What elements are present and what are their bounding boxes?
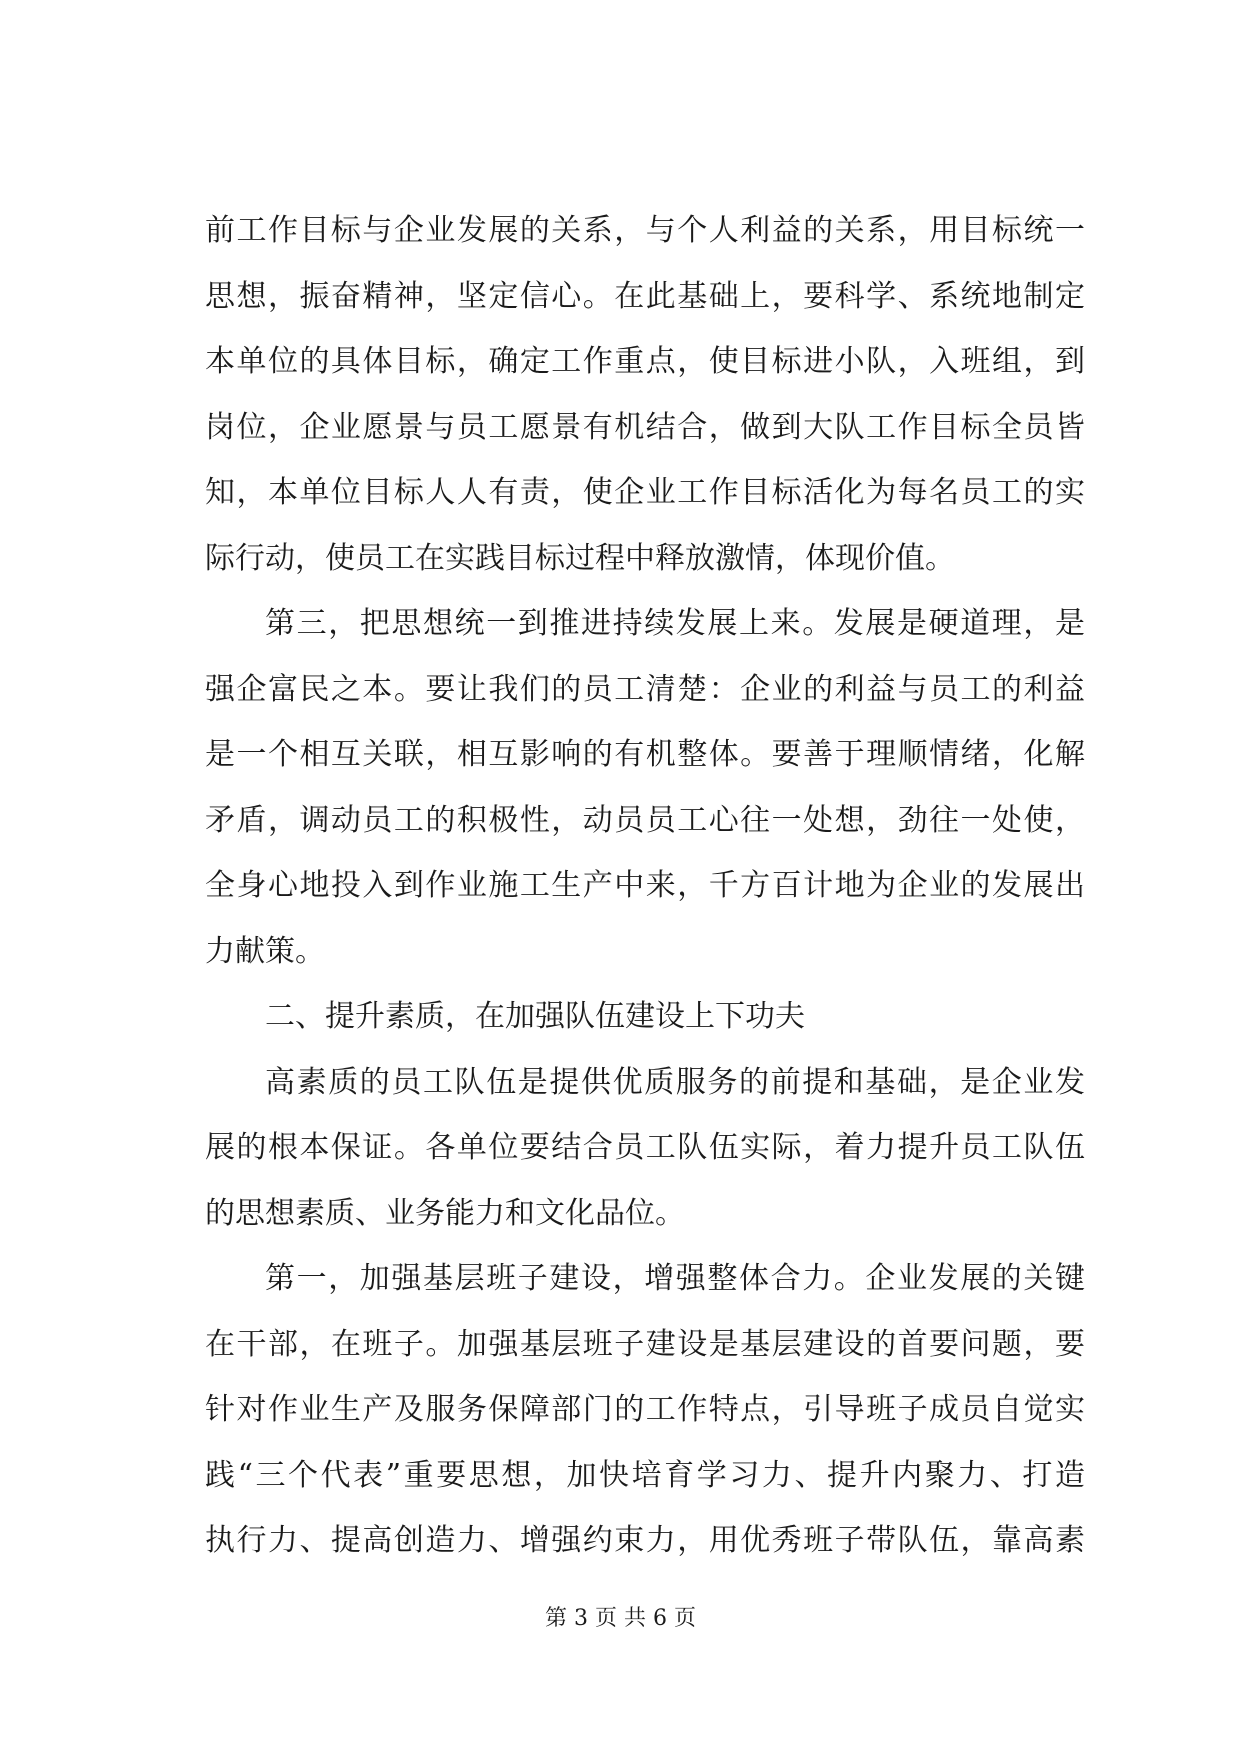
text-line: 力献策。 bbox=[205, 933, 325, 969]
text-line: 第一，加强基层班子建设，增强整体合力。企业发展的关键 bbox=[265, 1261, 1085, 1296]
text-line: 针对作业生产及服务保障部门的工作特点，引导班子成员自觉实 bbox=[205, 1392, 1085, 1427]
text-line: 在干部，在班子。加强基层班子建设是基层建设的首要问题，要 bbox=[205, 1326, 1085, 1362]
text-line: 的思想素质、业务能力和文化品位。 bbox=[205, 1195, 685, 1231]
page-number-footer: 第 3 页 共 6 页 bbox=[545, 1606, 696, 1631]
section-heading: 二、提升素质，在加强队伍建设上下功夫 bbox=[265, 999, 805, 1034]
text-line: 本单位的具体目标，确定工作重点，使目标进小队，入班组，到 bbox=[205, 344, 1085, 379]
text-line: 际行动，使员工在实践目标过程中释放激情，体现价值。 bbox=[205, 540, 955, 576]
text-line: 强企富民之本。要让我们的员工清楚：企业的利益与员工的利益 bbox=[205, 671, 1085, 707]
text-line: 思想，振奋精神，坚定信心。在此基础上，要科学、系统地制定 bbox=[205, 278, 1085, 314]
text-line: 高素质的员工队伍是提供优质服务的前提和基础，是企业发 bbox=[265, 1064, 1085, 1100]
text-line: 岗位，企业愿景与员工愿景有机结合，做到大队工作目标全员皆 bbox=[205, 409, 1085, 445]
text-line: 是一个相互关联，相互影响的有机整体。要善于理顺情绪，化解 bbox=[205, 737, 1085, 772]
text-line: 展的根本保证。各单位要结合员工队伍实际，着力提升员工队伍 bbox=[205, 1130, 1085, 1165]
text-line: 全身心地投入到作业施工生产中来，千方百计地为企业的发展出 bbox=[205, 868, 1085, 903]
body-text bbox=[205, 198, 1085, 1574]
text-line: 知，本单位目标人人有责，使企业工作目标活化为每名员工的实 bbox=[205, 475, 1085, 510]
text-line: 践“三个代表”重要思想，加快培育学习力、提升内聚力、打造 bbox=[205, 1457, 1085, 1493]
text-line: 第三，把思想统一到推进持续发展上来。发展是硬道理，是 bbox=[265, 606, 1085, 641]
text-line: 执行力、提高创造力、增强约束力，用优秀班子带队伍，靠高素 bbox=[205, 1523, 1085, 1558]
text-line: 前工作目标与企业发展的关系，与个人利益的关系，用目标统一 bbox=[205, 213, 1085, 248]
text-line: 矛盾，调动员工的积极性，动员员工心往一处想，劲往一处使， bbox=[205, 802, 1085, 838]
